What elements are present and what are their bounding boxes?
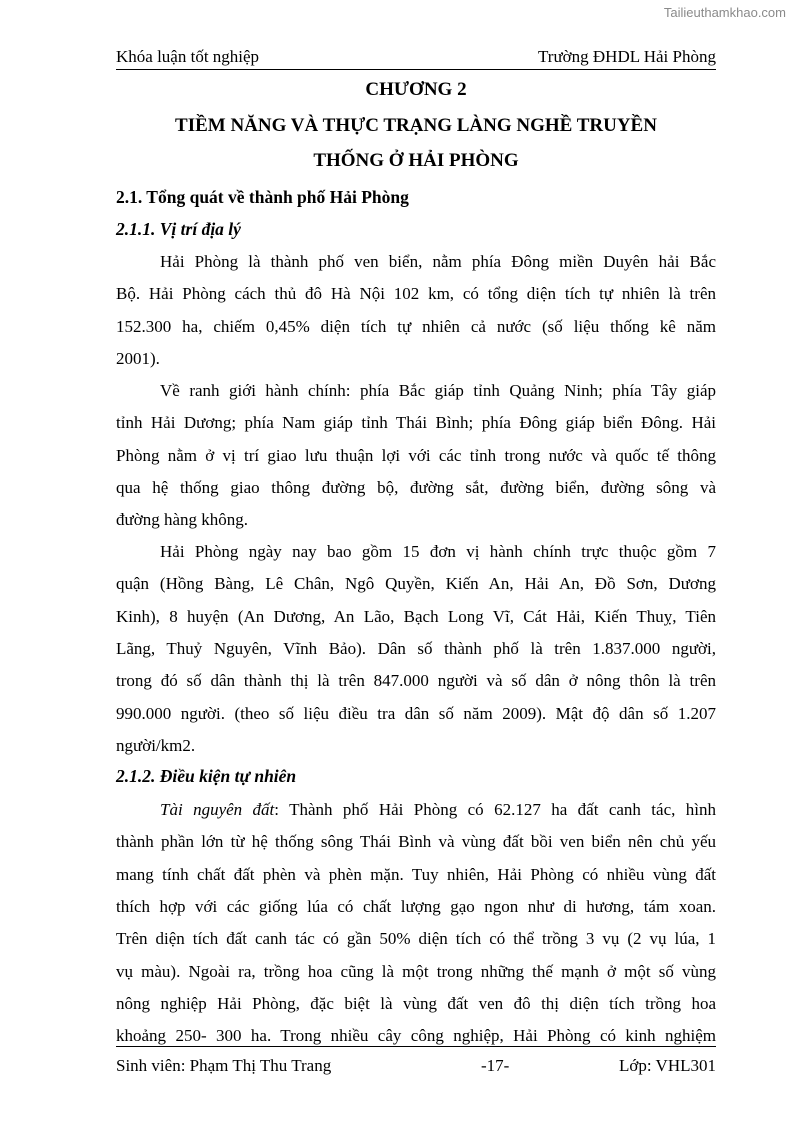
paragraph-line: đường hàng không. (116, 510, 248, 530)
paragraph-line: khoảng 250- 300 ha. Trong nhiều cây công nghiệp, Hải Phòng có kinh nghiệm (116, 1026, 716, 1046)
paragraph-line: quận (Hồng Bàng, Lê Chân, Ngô Quyền, Kiến An, Hải An, Đồ Sơn, Dương (116, 574, 716, 594)
paragraph-line: qua hệ thống giao thông đường bộ, đường sắt, đường biển, đường sông và (116, 477, 716, 497)
paragraph-line: trong đó số dân thành thị là trên 847.000 người và số dân ở nông thôn là trên (116, 671, 716, 691)
paragraph-line: 990.000 người. (theo số liệu điều tra dân số năm 2009). Mật độ dân số 1.207 (116, 703, 716, 723)
section-heading: 2.1. Tổng quát về thành phố Hải Phòng (116, 187, 409, 207)
paragraph-line: Về ranh giới hành chính: phía Bắc giáp tỉnh Quảng Ninh; phía Tây giáp (160, 381, 716, 400)
subsection-heading: 2.1.1. Vị trí địa lý (116, 219, 241, 239)
paragraph-line (160, 800, 716, 820)
chapter-title-line1: TIỀM NĂNG VÀ THỰC TRẠNG LÀNG NGHỀ TRUYỀN (175, 115, 657, 136)
page-number: -17- (480, 1056, 510, 1075)
line-text: : Thành phố Hải Phòng có 62.127 ha đất canh tác, hình (274, 800, 716, 819)
paragraph-line: Hải Phòng ngày nay bao gồm 15 đơn vị hành chính trực thuộc gồm 7 (160, 542, 716, 561)
page-footer (116, 1046, 716, 1076)
footer-class: Lớp: VHL301 (619, 1056, 716, 1075)
paragraph-line: Hải Phòng là thành phố ven biển, nằm phía Đông miền Duyên hải Bắc (160, 252, 716, 271)
paragraph-line: vụ màu). Ngoài ra, trồng hoa cũng là một trong những thế mạnh ở một số vùng (116, 961, 716, 981)
paragraph-line: Lãng, Thuỷ Nguyên, Vĩnh Bảo). Dân số thành phố là trên 1.837.000 người, (116, 638, 716, 658)
footer-student: Sinh viên: Phạm Thị Thu Trang (116, 1056, 332, 1075)
chapter-number: CHƯƠNG 2 (365, 79, 467, 100)
header-left: Khóa luận tốt nghiệp (116, 47, 260, 66)
paragraph-line: mang tính chất đất phèn và phèn mặn. Tuy nhiên, Hải Phòng có nhiều vùng đất (116, 864, 716, 884)
subsection-heading: 2.1.2. Điều kiện tự nhiên (116, 766, 297, 786)
paragraph-line: thành phần lớn từ hệ thống sông Thái Bình và vùng đất bồi ven biển nên chủ yếu (116, 832, 716, 852)
paragraph-line: Phòng nằm ở vị trí giao lưu thuận lợi với các tỉnh trong nước và quốc tế thông (116, 445, 716, 465)
header-right: Trường ĐHDL Hải Phòng (538, 47, 716, 66)
paragraph-line: Bộ. Hải Phòng cách thủ đô Hà Nội 102 km, có tổng diện tích tự nhiên là trên (116, 284, 716, 304)
paragraph-line: nông nghiệp Hải Phòng, đặc biệt là vùng đất ven đô thị diện tích trồng hoa (116, 993, 716, 1013)
paragraph-line: 2001). (116, 348, 160, 368)
paragraph-line: 152.300 ha, chiếm 0,45% diện tích tự nhiên cả nước (số liệu thống kê năm (116, 316, 716, 336)
italic-lead: Tài nguyên đất (160, 800, 275, 819)
chapter-title-line2: THỐNG Ở HẢI PHÒNG (313, 150, 519, 171)
paragraph-line: thích hợp với các giống lúa có chất lượng gạo ngon như di hương, tám xoan. (116, 896, 716, 916)
paragraph-line: tỉnh Hải Dương; phía Nam giáp tỉnh Thái Bình; phía Đông giáp biển Đông. Hải (116, 413, 716, 433)
paragraph-line: Trên diện tích đất canh tác có gần 50% diện tích có thể trồng 3 vụ (2 vụ lúa, 1 (116, 929, 716, 949)
page-header (116, 47, 716, 70)
paragraph-line: người/km2. (116, 735, 196, 755)
paragraph-line: Kinh), 8 huyện (An Dương, An Lão, Bạch Long Vĩ, Cát Hải, Kiến Thuỵ, Tiên (116, 606, 716, 626)
watermark: Tailieuthamkhao.com (663, 5, 786, 20)
